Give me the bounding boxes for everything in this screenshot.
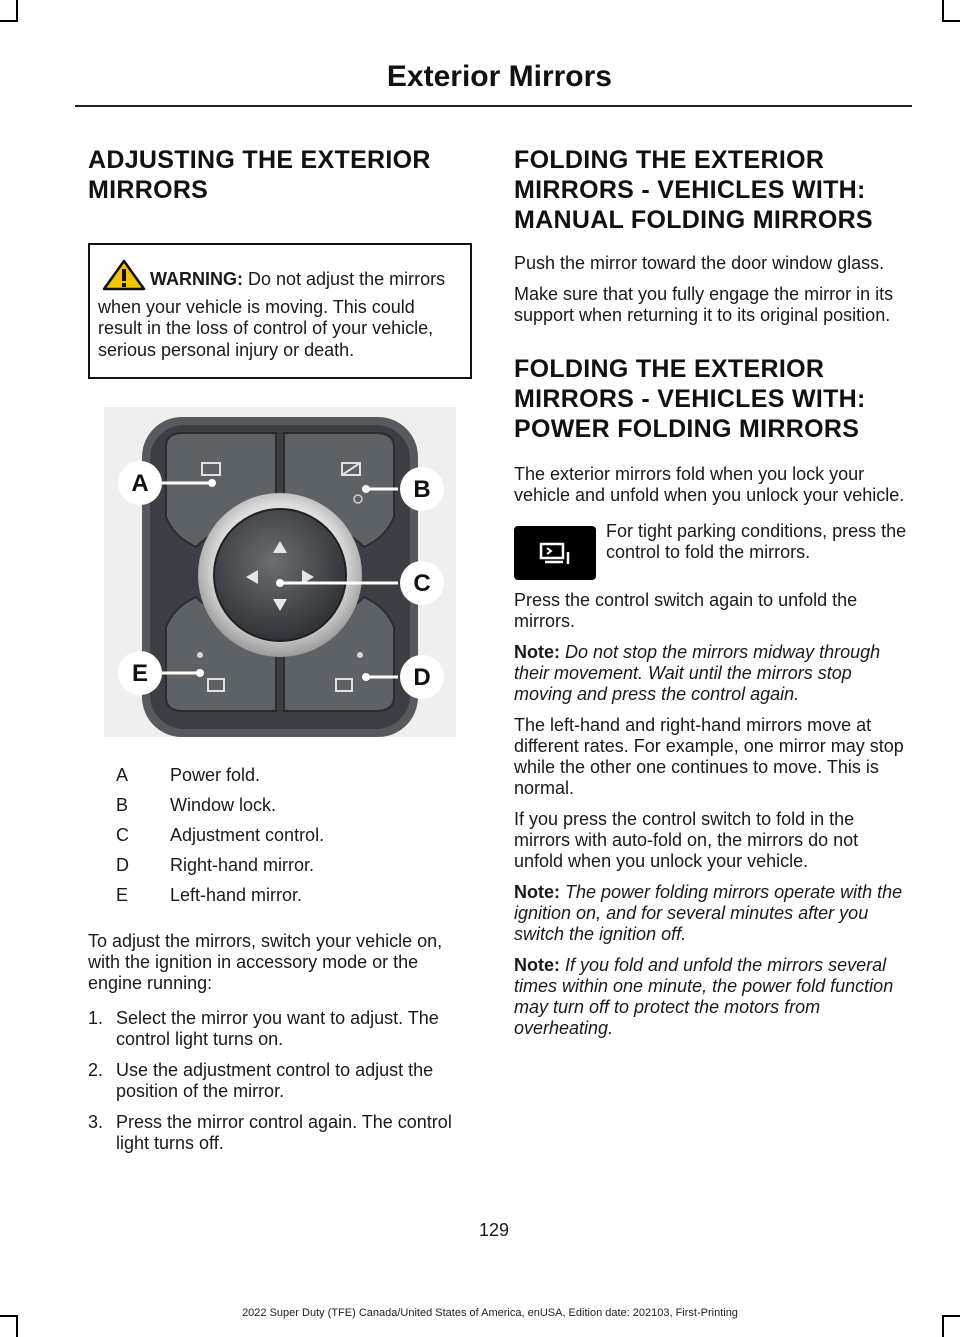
crop-mark xyxy=(944,20,960,22)
note-paragraph xyxy=(514,642,908,705)
callout-label: E xyxy=(131,660,149,687)
legend-letter: D xyxy=(116,855,129,875)
legend-text: Left-hand mirror. xyxy=(170,885,303,905)
heading-line: ADJUSTING THE EXTERIOR xyxy=(88,146,431,174)
page-title: Exterior Mirrors xyxy=(386,60,612,93)
power-fold-icon-text: For tight parking conditions, press the control to fold the mirrors. xyxy=(606,521,907,562)
power-para: The exterior mirrors fold when you lock your vehicle and unfold when you unlock your vehicle. xyxy=(514,464,905,505)
callout-label: B xyxy=(413,476,431,503)
note-paragraph xyxy=(514,882,908,945)
callout-c xyxy=(400,561,444,605)
legend-row xyxy=(88,795,472,825)
warning-triangle-icon xyxy=(102,259,146,297)
note-text: Do not stop the mirrors midway through their movement. Wait until the mirrors stop moving and press the control again. xyxy=(514,642,881,704)
step-number: 2. xyxy=(88,1060,104,1080)
legend-row xyxy=(88,765,472,795)
crop-mark xyxy=(942,0,944,22)
figure-legend xyxy=(88,765,472,915)
power-para: If you press the control switch to fold in the mirrors with auto-fold on, the mirrors do not unfold when you unlock your vehicle. xyxy=(514,809,859,871)
power-folding-heading xyxy=(514,354,908,444)
callout-label: A xyxy=(131,470,149,497)
step-item xyxy=(88,1060,472,1102)
legend-letter: B xyxy=(116,795,129,815)
callout-b xyxy=(400,467,444,511)
note-paragraph xyxy=(514,955,908,1039)
callout-label: C xyxy=(413,570,431,597)
header-rule xyxy=(75,105,912,107)
footer-edition: 2022 Super Duty (TFE) Canada/United States of America, enUSA, Edition date: 202103, First-Printing xyxy=(242,1307,738,1319)
note-label: Note: xyxy=(514,882,560,902)
heading-line: POWER FOLDING MIRRORS xyxy=(514,415,860,443)
step-number: 3. xyxy=(88,1112,104,1132)
heading-line: FOLDING THE EXTERIOR xyxy=(514,146,825,174)
warning-text: Do not adjust the mirrors when your vehicle is moving. This could result in the loss of control of your vehicle, serious personal injury or death. xyxy=(98,269,446,360)
warning-label: WARNING: xyxy=(150,269,243,289)
legend-text: Right-hand mirror. xyxy=(170,855,315,875)
legend-letter: E xyxy=(116,885,129,905)
step-text: Press the mirror control again. The control light turns off. xyxy=(116,1112,452,1153)
page-number: 129 xyxy=(478,1220,510,1240)
power-fold-icon xyxy=(514,526,596,580)
legend-row xyxy=(88,855,472,885)
callout-d xyxy=(400,655,444,699)
step-item xyxy=(88,1112,472,1154)
step-text: Select the mirror you want to adjust. The control light turns on. xyxy=(116,1008,439,1049)
legend-text: Adjustment control. xyxy=(170,825,325,845)
step-text: Use the adjustment control to adjust the position of the mirror. xyxy=(116,1060,434,1101)
callout-a xyxy=(118,461,162,505)
warning-box xyxy=(88,243,472,379)
left-column xyxy=(88,145,472,1164)
manual-para: Push the mirror toward the door window glass. xyxy=(514,253,885,273)
heading-line: MIRRORS xyxy=(88,176,209,204)
adjust-steps xyxy=(88,1008,472,1154)
legend-letter: C xyxy=(116,825,129,845)
note-label: Note: xyxy=(514,955,560,975)
adjust-intro: To adjust the mirrors, switch your vehicle on, with the ignition in accessory mode or the engine running: xyxy=(88,931,443,993)
power-para: Press the control switch again to unfold the mirrors. xyxy=(514,590,858,631)
note-label: Note: xyxy=(514,642,560,662)
power-para: The left-hand and right-hand mirrors move at different rates. For example, one mirror may stop while the other one continues to move. This is normal. xyxy=(514,715,904,798)
callout-label: D xyxy=(413,664,431,691)
heading-line: MIRRORS - VEHICLES WITH: xyxy=(514,385,866,413)
power-fold-icon-row xyxy=(514,516,908,580)
note-text: If you fold and unfold the mirrors several times within one minute, the power fold function may turn off to protect the motors from overheating. xyxy=(514,955,894,1038)
crop-mark xyxy=(16,0,18,22)
heading-line: MANUAL FOLDING MIRRORS xyxy=(514,206,873,234)
right-column xyxy=(514,145,908,1039)
note-text: The power folding mirrors operate with the ignition on, and for several minutes after you switch the ignition off. xyxy=(514,882,903,944)
step-number: 1. xyxy=(88,1008,104,1028)
heading-line: MIRRORS - VEHICLES WITH: xyxy=(514,176,866,204)
manual-para: Make sure that you fully engage the mirror in its support when returning it to its original position. xyxy=(514,284,894,325)
manual-folding-heading xyxy=(514,145,908,235)
adjusting-heading xyxy=(88,145,472,205)
heading-line: FOLDING THE EXTERIOR xyxy=(514,355,825,383)
legend-row xyxy=(88,885,472,915)
legend-text: Window lock. xyxy=(170,795,277,815)
callout-e xyxy=(118,651,162,695)
step-item xyxy=(88,1008,472,1050)
legend-letter: A xyxy=(116,765,129,785)
legend-text: Power fold. xyxy=(170,765,261,785)
legend-row xyxy=(88,825,472,855)
mirror-control-figure xyxy=(104,407,456,737)
crop-mark xyxy=(0,20,16,22)
